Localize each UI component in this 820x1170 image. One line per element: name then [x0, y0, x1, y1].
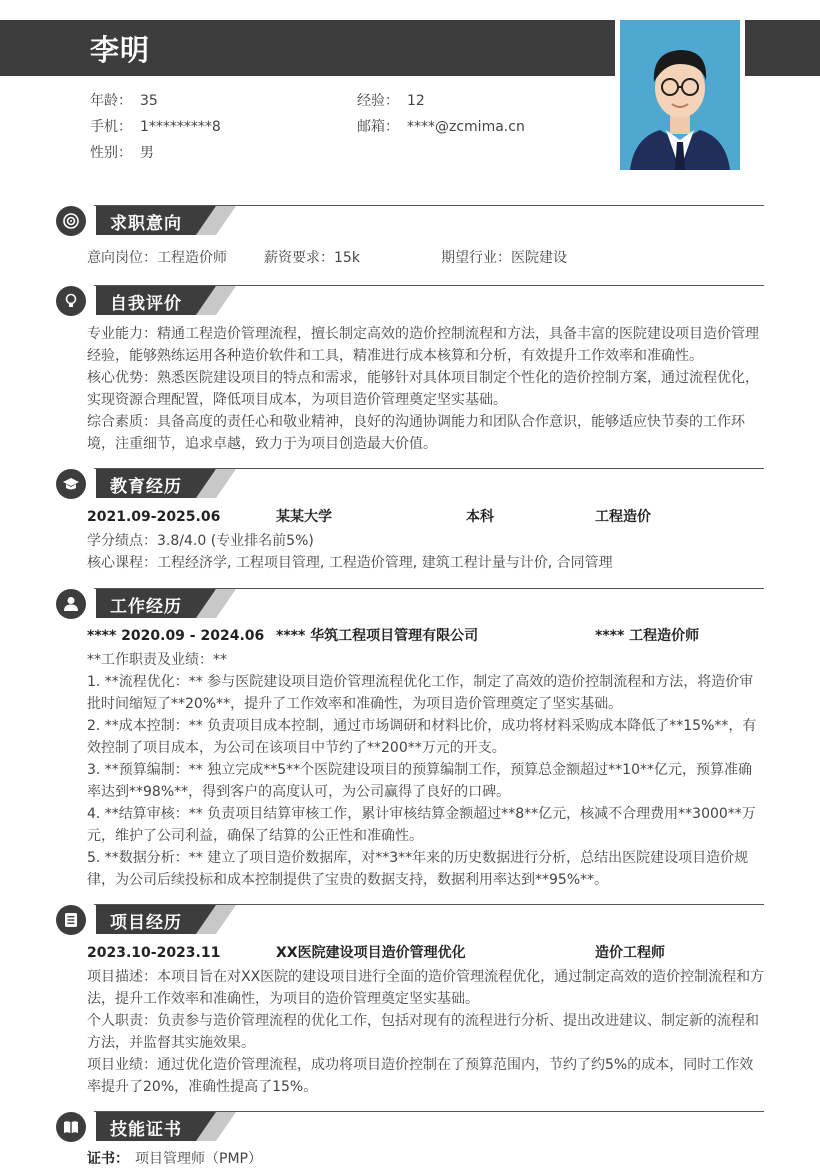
project-item: 项目业绩：通过优化造价管理流程，成功将项目造价控制在了预算范围内，节约了约5%的成本，同时工作效率提升了20%，准确性提高了15%。 [87, 1057, 754, 1095]
section-title: 技能证书 [110, 1120, 182, 1140]
section-work [56, 588, 764, 620]
phone-value: 1*********8 [140, 119, 221, 135]
book-icon [56, 1112, 86, 1142]
section-divider [94, 588, 764, 589]
section-title: 求职意向 [110, 214, 182, 234]
section-intent [56, 205, 764, 237]
user-icon [56, 589, 86, 619]
email-value: ****@zcmima.cn [407, 119, 525, 135]
experience-info [357, 91, 425, 111]
project-details [87, 966, 765, 1098]
section-divider [94, 285, 764, 286]
lightbulb-icon [56, 286, 86, 316]
age-label: 年龄： [90, 93, 132, 109]
section-skills [56, 1111, 764, 1143]
section-title: 项目经历 [110, 913, 182, 933]
certificate [87, 1148, 262, 1170]
phone-label: 手机： [90, 119, 132, 135]
gender-value: 男 [140, 145, 154, 161]
age-value: 35 [140, 93, 158, 109]
section-education [56, 468, 764, 500]
intent-position: 意向岗位：工程造价师 [87, 250, 227, 266]
gender-label: 性别： [90, 145, 132, 161]
section-divider [94, 904, 764, 905]
phone-info [90, 117, 221, 137]
document-list-icon [56, 905, 86, 935]
section-title: 教育经历 [110, 477, 182, 497]
work-item: 3. **预算编制：** 独立完成**5**个医院建设项目的预算编制工作，预算总金额超过**10**亿元，预算准确率达到**98%**，得到客户的高度认可，为公司赢得了良好的口碑。 [87, 762, 752, 800]
edu-gpa: 学分绩点：3.8/4.0 (专业排名前5%) [87, 533, 314, 549]
self-eval-item: 核心优势：熟悉医院建设项目的特点和需求，能够针对具体项目制定个性化的造价控制方案，通过流程优化，实现资源合理配置，降低项目成本，为项目造价管理奠定坚实基础。 [87, 370, 759, 408]
work-item: 1. **流程优化：** 参与医院建设项目造价管理流程优化工作，制定了高效的造价控制流程和方法，将造价审批时间缩短了**20%**，提升了工作效率和准确性，为项目造价管理奠定了坚实基础。 [87, 674, 754, 712]
target-icon [56, 206, 86, 236]
section-divider [94, 205, 764, 206]
work-period: **** 2020.09 - 2024.06 [87, 628, 265, 644]
work-details [87, 649, 765, 891]
intent-industry: 期望行业：医院建设 [441, 250, 567, 266]
work-title: **** 工程造价师 [595, 628, 700, 644]
self-eval-item: 专业能力：精通工程造价管理流程，擅长制定高效的造价控制流程和方法，具备丰富的医院建设项目造价管理经验，能够熟练运用各种造价软件和工具，精准进行成本核算和分析，有效提升工作效率和准确性。 [87, 326, 759, 364]
certificate-value: 项目管理师（PMP） [135, 1151, 262, 1167]
project-item: 个人职责：负责参与造价管理流程的优化工作，包括对现有的流程进行分析、提出改进建议、制定新的流程和方法，并监督其实施效果。 [87, 1013, 759, 1051]
profile-photo [620, 20, 740, 170]
self-evaluation [87, 323, 765, 455]
project-period: 2023.10-2023.11 [87, 945, 221, 961]
graduation-cap-icon [56, 469, 86, 499]
project-item: 项目描述：本项目旨在对XX医院的建设项目进行全面的造价管理流程优化，通过制定高效的造价控制流程和方法，提升工作效率和准确性，为项目的造价管理奠定坚实基础。 [87, 969, 765, 1007]
work-item: 2. **成本控制：** 负责项目成本控制，通过市场调研和材料比价，成功将材料采购成本降低了**15%**，有效控制了项目成本，为公司在该项目中节约了**200**万元的开支。 [87, 718, 757, 756]
experience-value: 12 [407, 93, 425, 109]
age-info [90, 91, 158, 111]
section-divider [94, 468, 764, 469]
section-title: 自我评价 [110, 294, 182, 314]
work-company: **** 华筑工程项目管理有限公司 [276, 628, 479, 644]
header-bar-right [745, 20, 820, 76]
self-eval-item: 综合素质：具备高度的责任心和敬业精神，良好的沟通协调能力和团队合作意识，能够适应快节奏的工作环境，注重细节，追求卓越，致力于为项目创造最大价值。 [87, 414, 745, 452]
edu-school: 某某大学 [276, 509, 332, 525]
work-item: 4. **结算审核：** 负责项目结算审核工作，累计审核结算金额超过**8**亿元，核减不合理费用**3000**万元，维护了公司利益，确保了结算的公正性和准确性。 [87, 806, 756, 844]
intent-salary: 薪资要求：15k [264, 250, 360, 266]
edu-courses: 核心课程：工程经济学, 工程项目管理, 工程造价管理, 建筑工程计量与计价, 合同管理 [87, 555, 613, 571]
section-project [56, 904, 764, 936]
section-divider [94, 1111, 764, 1112]
project-role: 造价工程师 [595, 945, 665, 961]
edu-degree: 本科 [466, 509, 494, 525]
work-intro: **工作职责及业绩：** [87, 652, 227, 668]
experience-label: 经验： [357, 93, 399, 109]
email-label: 邮箱： [357, 119, 399, 135]
certificate-label: 证书： [87, 1151, 129, 1167]
work-item: 5. **数据分析：** 建立了项目造价数据库，对**3**年来的历史数据进行分析，总结出医院建设项目造价规律，为公司后续投标和成本控制提供了宝贵的数据支持，数据利用率达到**95%**。 [87, 850, 749, 888]
project-name: XX医院建设项目造价管理优化 [276, 945, 466, 961]
gender-info [90, 143, 154, 163]
edu-period: 2021.09-2025.06 [87, 509, 221, 525]
section-title: 工作经历 [110, 597, 182, 617]
candidate-name: 李明 [90, 33, 151, 67]
edu-major: 工程造价 [595, 509, 651, 525]
email-info [357, 117, 525, 137]
section-self-eval [56, 285, 764, 317]
